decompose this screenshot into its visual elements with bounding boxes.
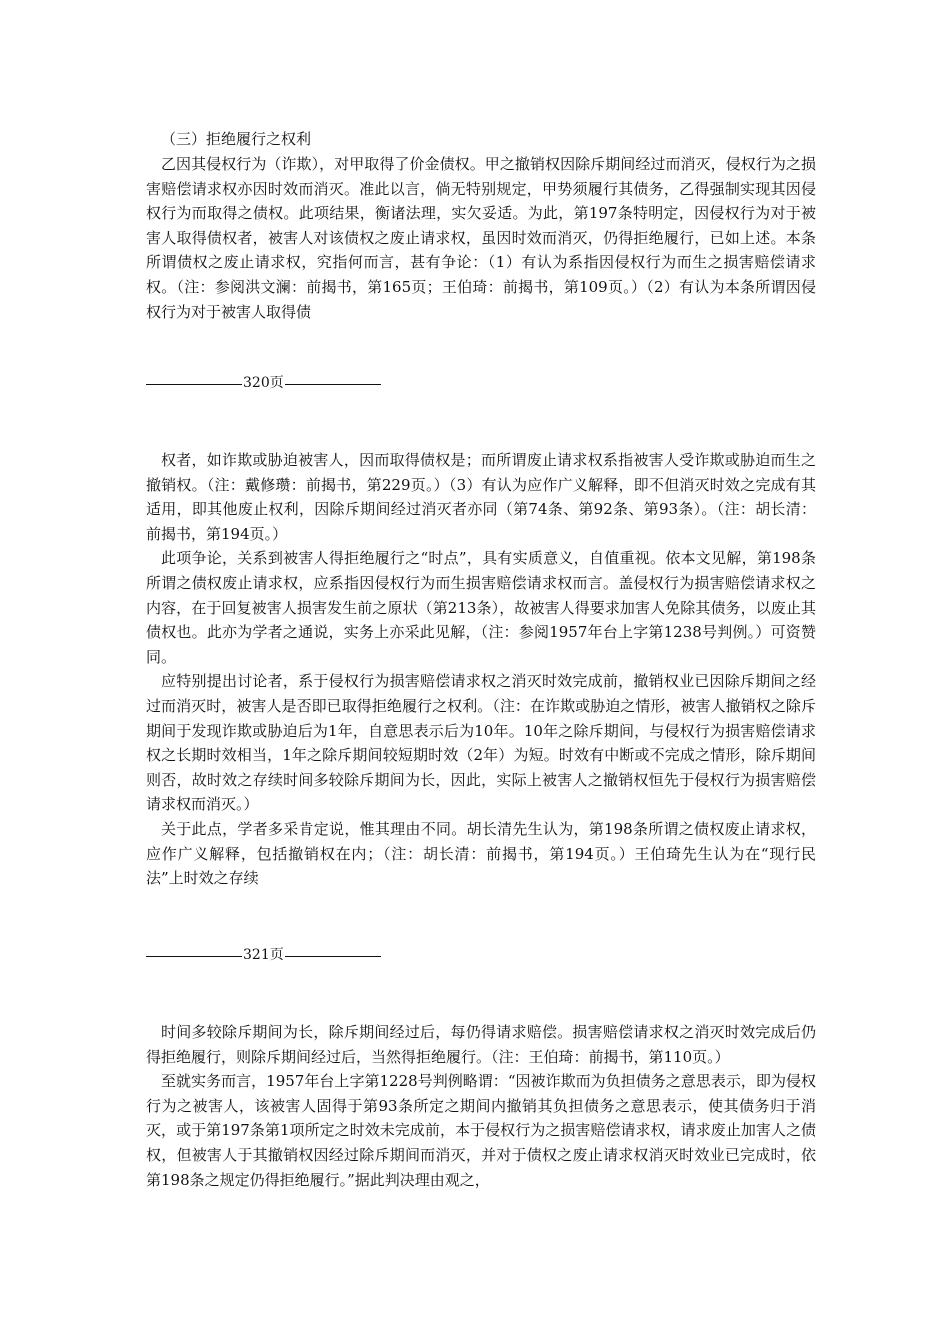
paragraph: 应特别提出讨论者，系于侵权行为损害赔偿请求权之消灭时效完成前，撤销权业已因除斥期间之经过而消灭时，被害人是否即已取得拒绝履行之权利。（注：在诈欺或胁迫之情形，被害人撤销权之除斥期间于发现诈欺或胁迫后为1年，自意思表示后为10年。10年之除斥期间，与侵权行为损害赔偿请求权之长期时效相当，1年之除斥期间较短期时效（2年）为短。时效有中断或不完成之情形，除斥期间则否，故时效之存续时间多较除斥期间为长，因此，实际上被害人之撤销权恒先于侵权行为损害赔偿请求权而消灭。） [146, 672, 816, 814]
section-2 [146, 448, 816, 891]
divider-line [285, 384, 381, 385]
page-number: 320页 [243, 375, 284, 391]
document-page [146, 0, 816, 1344]
section-1 [146, 127, 816, 324]
paragraph: 此项争论，关系到被害人得拒绝履行之“时点”，具有实质意义，自值重视。依本文见解，第198条所谓之债权废止请求权，应系指因侵权行为而生损害赔偿请求权而言。盖侵权行为损害赔偿请求权之内容，在于回复被害人损害发生前之原状（第213条），故被害人得要求加害人免除其债务，以废止其债权也。此亦为学者之通说，实务上亦采此见解，（注：参阅1957年台上字第1238号判例。）可资赞同。 [146, 549, 816, 666]
paragraph: 至就实务而言，1957年台上字第1228号判例略谓：“因被诈欺而为负担债务之意思表示，即为侵权行为之被害人，该被害人固得于第93条所定之期间内撤销其负担债务之意思表示，使其债务归于消灭，或于第197条第1项所定之时效未完成前，本于侵权行为之损害赔偿请求权，请求废止加害人之债权，但被害人于其撤销权因经过除斥期间而消灭，并对于债权之废止请求权消灭时效业已完成时，依第198条之规定仍得拒绝履行。”据此判决理由观之， [146, 1072, 816, 1189]
divider-line [146, 956, 242, 957]
divider-line [285, 956, 381, 957]
section-3 [146, 1020, 816, 1192]
section-heading: （三）拒绝履行之权利 [161, 130, 312, 148]
page-break-marker [146, 373, 381, 393]
paragraph: 乙因其侵权行为（诈欺），对甲取得了价金债权。甲之撤销权因除斥期间经过而消灭，侵权行为之损害赔偿请求权亦因时效而消灭。准此以言，倘无特别规定，甲势须履行其债务，乙得强制实现其因侵权行为而取得之债权。此项结果，衡诸法理，实欠妥适。为此，第197条特明定，因侵权行为对于被害人取得债权者，被害人对该债权之废止请求权，虽因时效而消灭，仍得拒绝履行，已如上述。本条所谓债权之废止请求权，究指何而言，甚有争论：（1）有认为系指因侵权行为而生之损害赔偿请求权。（注：参阅洪文澜：前揭书，第165页；王伯琦：前揭书，第109页。）（2）有认为本条所谓因侵权行为对于被害人取得债 [146, 155, 816, 321]
page-number: 321页 [243, 947, 284, 963]
paragraph: 权者，如诈欺或胁迫被害人，因而取得债权是；而所谓废止请求权系指被害人受诈欺或胁迫而生之撤销权。（注：戴修瓒：前揭书，第229页。）（3）有认为应作广义解释，即不但消灭时效之完成有其适用，即其他废止权利，因除斥期间经过消灭者亦同（第74条、第92条、第93条）。（注：胡长清：前揭书，第194页。） [146, 451, 816, 543]
paragraph: 关于此点，学者多采肯定说，惟其理由不同。胡长清先生认为，第198条所谓之债权废止请求权，应作广义解释，包括撤销权在内；（注：胡长清：前揭书，第194页。）王伯琦先生认为在“现行民法”上时效之存续 [146, 819, 816, 888]
paragraph: 时间多较除斥期间为长，除斥期间经过后，每仍得请求赔偿。损害赔偿请求权之消灭时效完成后仍得拒绝履行，则除斥期间经过后，当然得拒绝履行。（注：王伯琦：前揭书，第110页。） [146, 1023, 816, 1066]
page-break-marker [146, 945, 381, 965]
divider-line [146, 384, 242, 385]
